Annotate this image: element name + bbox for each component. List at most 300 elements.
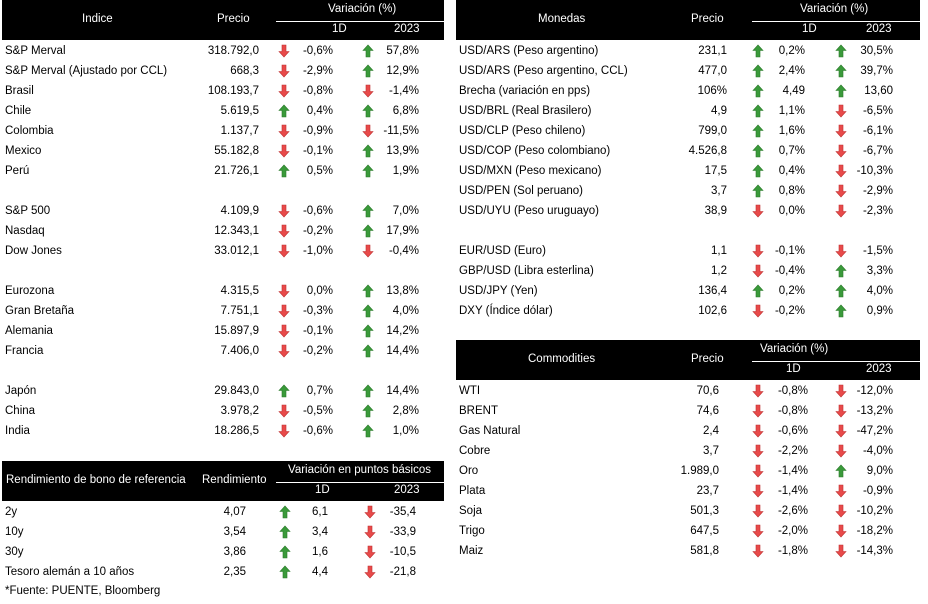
up-arrow-icon xyxy=(279,525,291,539)
table-row xyxy=(456,481,920,501)
row-1d-change: 1,6 xyxy=(312,546,328,558)
row-price: 21.726,1 xyxy=(214,165,259,177)
up-arrow-icon xyxy=(752,184,764,198)
row-2023-change: 13,9% xyxy=(386,145,419,157)
row-2023-change: 13,60 xyxy=(864,85,893,97)
row-price: 2,35 xyxy=(223,566,246,578)
row-price: 108.193,7 xyxy=(207,85,259,97)
up-arrow-icon xyxy=(752,164,764,178)
down-arrow-icon xyxy=(752,424,764,438)
row-name: 2y xyxy=(5,506,18,518)
row-2023-change: -14,3% xyxy=(856,545,893,557)
row-2023-change: 14,4% xyxy=(386,345,419,357)
row-2023-change: 13,8% xyxy=(386,285,419,297)
row-2023-change: 0,9% xyxy=(866,305,893,317)
row-price: 136,4 xyxy=(698,285,727,297)
row-price: 5.619,5 xyxy=(220,105,259,117)
row-1d-change: 0,2% xyxy=(778,45,805,57)
table-row xyxy=(2,341,444,361)
row-price: 33.012,1 xyxy=(214,245,259,257)
table-row xyxy=(2,502,444,522)
row-price: 4.526,8 xyxy=(688,145,727,157)
row-2023-change: -4,0% xyxy=(862,445,893,457)
commodities-header xyxy=(456,340,920,380)
row-1d-change: -0,6% xyxy=(302,45,333,57)
table-row xyxy=(456,541,920,561)
row-price: 4,07 xyxy=(223,506,246,518)
up-arrow-icon xyxy=(362,304,374,318)
down-arrow-icon xyxy=(752,484,764,498)
table-row xyxy=(2,41,444,61)
row-name: S&P Merval (Ajustado por CCL) xyxy=(5,65,168,77)
down-arrow-icon xyxy=(278,204,290,218)
down-arrow-icon xyxy=(835,504,847,518)
down-arrow-icon xyxy=(835,204,847,218)
row-1d-change: 6,1 xyxy=(312,506,328,518)
up-arrow-icon xyxy=(362,44,374,58)
row-1d-change: 0,2% xyxy=(778,285,805,297)
row-2023-change: -1,5% xyxy=(862,245,893,257)
down-arrow-icon xyxy=(835,144,847,158)
up-arrow-icon xyxy=(362,324,374,338)
header-1d: 1D xyxy=(802,23,817,35)
table-row xyxy=(456,41,920,61)
header-name: Commodities xyxy=(528,353,596,365)
row-2023-change: -18,2% xyxy=(856,525,893,537)
row-1d-change: 1,6% xyxy=(778,125,805,137)
down-arrow-icon xyxy=(278,404,290,418)
header-2023: 2023 xyxy=(394,23,420,35)
row-name: Japón xyxy=(5,385,37,397)
row-2023-change: -2,9% xyxy=(862,185,893,197)
row-name: Tesoro alemán a 10 años xyxy=(5,566,135,578)
row-2023-change: -6,1% xyxy=(862,125,893,137)
header-price: Precio xyxy=(691,13,724,25)
header-1d: 1D xyxy=(332,23,347,35)
up-arrow-icon xyxy=(752,284,764,298)
table-row xyxy=(456,421,920,441)
row-2023-change: 39,7% xyxy=(860,65,893,77)
header-2023: 2023 xyxy=(866,23,892,35)
down-arrow-icon xyxy=(364,565,376,579)
row-price: 3,86 xyxy=(223,546,246,558)
row-1d-change: -2,6% xyxy=(777,505,808,517)
up-arrow-icon xyxy=(835,44,847,58)
up-arrow-icon xyxy=(835,304,847,318)
row-1d-change: -0,4% xyxy=(774,265,805,277)
table-row xyxy=(456,501,920,521)
row-price: 668,3 xyxy=(230,65,259,77)
row-1d-change: 2,4% xyxy=(778,65,805,77)
header-separator xyxy=(276,482,444,483)
row-name: S&P Merval xyxy=(5,45,66,57)
row-name: Colombia xyxy=(5,125,54,137)
down-arrow-icon xyxy=(362,124,374,138)
row-price: 3.978,2 xyxy=(220,405,259,417)
row-name: Alemania xyxy=(5,325,53,337)
down-arrow-icon xyxy=(752,404,764,418)
row-1d-change: 0,7% xyxy=(778,145,805,157)
row-name: China xyxy=(5,405,36,417)
row-2023-change: 9,0% xyxy=(866,465,893,477)
row-2023-change: 2,8% xyxy=(392,405,419,417)
row-name: GBP/USD (Libra esterlina) xyxy=(459,265,594,277)
header-name: Indice xyxy=(82,13,113,25)
row-2023-change: 4,0% xyxy=(392,305,419,317)
down-arrow-icon xyxy=(278,244,290,258)
row-1d-change: 0,5% xyxy=(306,165,333,177)
down-arrow-icon xyxy=(835,484,847,498)
row-2023-change: -47,2% xyxy=(856,425,893,437)
down-arrow-icon xyxy=(835,524,847,538)
row-2023-change: 12,9% xyxy=(386,65,419,77)
up-arrow-icon xyxy=(362,144,374,158)
row-price: 477,0 xyxy=(698,65,727,77)
up-arrow-icon xyxy=(835,64,847,78)
down-arrow-icon xyxy=(835,424,847,438)
row-name: Cobre xyxy=(459,445,491,457)
up-arrow-icon xyxy=(362,424,374,438)
up-arrow-icon xyxy=(835,464,847,478)
down-arrow-icon xyxy=(835,444,847,458)
row-1d-change: -2,2% xyxy=(777,445,808,457)
table-row xyxy=(456,281,920,301)
down-arrow-icon xyxy=(835,124,847,138)
down-arrow-icon xyxy=(752,524,764,538)
row-2023-change: -10,5 xyxy=(389,546,416,558)
header-price: Precio xyxy=(217,13,250,25)
table-row xyxy=(2,241,444,261)
header-variation: Variación (%) xyxy=(328,3,397,15)
up-arrow-icon xyxy=(752,104,764,118)
row-name: Soja xyxy=(459,505,483,517)
source-footnote: *Fuente: PUENTE, Bloomberg xyxy=(5,585,161,597)
row-1d-change: -0,8% xyxy=(302,85,333,97)
row-name: USD/PEN (Sol peruano) xyxy=(459,185,583,197)
down-arrow-icon xyxy=(278,44,290,58)
row-2023-change: 4,0% xyxy=(866,285,893,297)
row-1d-change: -1,4% xyxy=(777,465,808,477)
row-1d-change: 3,4 xyxy=(312,526,328,538)
row-2023-change: -6,5% xyxy=(862,105,893,117)
row-2023-change: -33,9 xyxy=(389,526,416,538)
row-price: 7.751,1 xyxy=(220,305,259,317)
row-price: 1,2 xyxy=(711,265,727,277)
row-1d-change: 4,4 xyxy=(312,566,328,578)
row-2023-change: 57,8% xyxy=(386,45,419,57)
table-row xyxy=(456,461,920,481)
up-arrow-icon xyxy=(752,124,764,138)
row-name: USD/JPY (Yen) xyxy=(459,285,538,297)
row-name: EUR/USD (Euro) xyxy=(459,245,546,257)
row-1d-change: -0,3% xyxy=(302,305,333,317)
row-1d-change: -0,8% xyxy=(777,385,808,397)
row-2023-change: 17,9% xyxy=(386,225,419,237)
row-1d-change: -0,1% xyxy=(302,325,333,337)
up-arrow-icon xyxy=(278,384,290,398)
down-arrow-icon xyxy=(835,384,847,398)
table-row xyxy=(2,562,444,582)
row-name: USD/MXN (Peso mexicano) xyxy=(459,165,602,177)
down-arrow-icon xyxy=(835,544,847,558)
up-arrow-icon xyxy=(752,84,764,98)
row-1d-change: -0,2% xyxy=(302,225,333,237)
header-variation: Variación en puntos básicos xyxy=(288,464,431,476)
row-name: Maiz xyxy=(459,545,484,557)
down-arrow-icon xyxy=(364,505,376,519)
row-2023-change: 14,4% xyxy=(386,385,419,397)
row-1d-change: -2,9% xyxy=(302,65,333,77)
row-name: USD/COP (Peso colombiano) xyxy=(459,145,611,157)
row-1d-change: -0,6% xyxy=(302,205,333,217)
down-arrow-icon xyxy=(835,164,847,178)
table-row xyxy=(2,401,444,421)
table-row xyxy=(2,61,444,81)
row-name: Oro xyxy=(459,465,479,477)
row-name: Francia xyxy=(5,345,44,357)
table-row xyxy=(456,161,920,181)
up-arrow-icon xyxy=(362,384,374,398)
table-row xyxy=(456,261,920,281)
down-arrow-icon xyxy=(835,404,847,418)
down-arrow-icon xyxy=(278,224,290,238)
row-2023-change: -13,2% xyxy=(856,405,893,417)
up-arrow-icon xyxy=(752,44,764,58)
row-2023-change: -6,7% xyxy=(862,145,893,157)
down-arrow-icon xyxy=(835,184,847,198)
row-name: Dow Jones xyxy=(5,245,62,257)
row-name: Trigo xyxy=(459,525,485,537)
row-1d-change: 0,7% xyxy=(306,385,333,397)
table-row xyxy=(2,381,444,401)
row-price: 106% xyxy=(697,85,727,97)
down-arrow-icon xyxy=(364,525,376,539)
up-arrow-icon xyxy=(752,144,764,158)
row-1d-change: 1,1% xyxy=(778,105,805,117)
row-name: Chile xyxy=(5,105,32,117)
currencies-header xyxy=(456,0,920,40)
down-arrow-icon xyxy=(752,244,764,258)
row-name: 10y xyxy=(5,526,24,538)
row-price: 4.109,9 xyxy=(220,205,259,217)
row-name: USD/ARS (Peso argentino, CCL) xyxy=(459,65,628,77)
row-price: 15.897,9 xyxy=(214,325,259,337)
row-price: 647,5 xyxy=(690,525,719,537)
row-name: USD/ARS (Peso argentino) xyxy=(459,45,599,57)
header-1d: 1D xyxy=(315,484,330,496)
row-price: 231,1 xyxy=(698,45,727,57)
down-arrow-icon xyxy=(752,504,764,518)
up-arrow-icon xyxy=(752,64,764,78)
row-price: 23,7 xyxy=(696,485,719,497)
up-arrow-icon xyxy=(279,505,291,519)
table-row xyxy=(2,141,444,161)
row-name: Gas Natural xyxy=(459,425,521,437)
up-arrow-icon xyxy=(362,404,374,418)
row-1d-change: -0,1% xyxy=(774,245,805,257)
up-arrow-icon xyxy=(362,344,374,358)
row-name: Mexico xyxy=(5,145,42,157)
bonds-header xyxy=(2,461,444,501)
down-arrow-icon xyxy=(278,324,290,338)
down-arrow-icon xyxy=(278,304,290,318)
header-2023: 2023 xyxy=(394,484,420,496)
row-name: Plata xyxy=(459,485,486,497)
row-price: 1.137,7 xyxy=(220,125,259,137)
down-arrow-icon xyxy=(752,464,764,478)
row-1d-change: -1,0% xyxy=(302,245,333,257)
table-row xyxy=(456,401,920,421)
table-row xyxy=(456,241,920,261)
row-price: 581,8 xyxy=(690,545,719,557)
row-price: 18.286,5 xyxy=(214,425,259,437)
table-row xyxy=(2,161,444,181)
row-name: BRENT xyxy=(459,405,498,417)
table-row xyxy=(2,542,444,562)
row-name: Brecha (variación en pps) xyxy=(459,85,591,97)
header-name: Monedas xyxy=(538,13,586,25)
down-arrow-icon xyxy=(278,344,290,358)
row-2023-change: 3,3% xyxy=(866,265,893,277)
header-separator xyxy=(752,361,920,362)
row-price: 799,0 xyxy=(698,125,727,137)
row-price: 17,5 xyxy=(704,165,727,177)
table-row xyxy=(2,81,444,101)
row-name: USD/BRL (Real Brasilero) xyxy=(459,105,592,117)
down-arrow-icon xyxy=(752,384,764,398)
row-2023-change: -1,4% xyxy=(388,85,419,97)
table-row xyxy=(456,81,920,101)
header-separator xyxy=(276,21,444,22)
row-1d-change: -0,6% xyxy=(302,425,333,437)
table-row xyxy=(2,281,444,301)
row-2023-change: -0,4% xyxy=(388,245,419,257)
down-arrow-icon xyxy=(278,124,290,138)
table-row xyxy=(456,381,920,401)
up-arrow-icon xyxy=(362,204,374,218)
down-arrow-icon xyxy=(362,84,374,98)
row-2023-change: 6,8% xyxy=(392,105,419,117)
up-arrow-icon xyxy=(835,84,847,98)
row-2023-change: -21,8 xyxy=(389,566,416,578)
row-name: S&P 500 xyxy=(5,205,51,217)
up-arrow-icon xyxy=(362,224,374,238)
up-arrow-icon xyxy=(279,545,291,559)
header-1d: 1D xyxy=(786,363,801,375)
up-arrow-icon xyxy=(362,284,374,298)
up-arrow-icon xyxy=(278,164,290,178)
header-name: Rendimiento de bono de referencia xyxy=(6,474,186,486)
table-row xyxy=(2,522,444,542)
down-arrow-icon xyxy=(278,144,290,158)
row-price: 29.843,0 xyxy=(214,385,259,397)
row-price: 70,6 xyxy=(696,385,719,397)
table-row xyxy=(456,181,920,201)
row-1d-change: -1,4% xyxy=(777,485,808,497)
up-arrow-icon xyxy=(362,164,374,178)
table-row xyxy=(456,141,920,161)
row-1d-change: 0,4% xyxy=(306,105,333,117)
down-arrow-icon xyxy=(752,204,764,218)
down-arrow-icon xyxy=(362,244,374,258)
table-row xyxy=(2,101,444,121)
table-row xyxy=(2,421,444,441)
row-2023-change: 7,0% xyxy=(392,205,419,217)
down-arrow-icon xyxy=(752,264,764,278)
row-price: 3,7 xyxy=(711,185,727,197)
up-arrow-icon xyxy=(279,565,291,579)
row-1d-change: 0,4% xyxy=(778,165,805,177)
row-2023-change: 30,5% xyxy=(860,45,893,57)
up-arrow-icon xyxy=(362,64,374,78)
down-arrow-icon xyxy=(835,104,847,118)
row-name: DXY (Índice dólar) xyxy=(459,305,553,317)
row-1d-change: -0,8% xyxy=(777,405,808,417)
down-arrow-icon xyxy=(278,64,290,78)
row-2023-change: -11,5% xyxy=(383,125,419,137)
row-name: Eurozona xyxy=(5,285,55,297)
row-1d-change: -0,1% xyxy=(302,145,333,157)
row-name: USD/UYU (Peso uruguayo) xyxy=(459,205,599,217)
table-row xyxy=(456,61,920,81)
table-row xyxy=(456,521,920,541)
row-2023-change: -10,2% xyxy=(856,505,893,517)
table-row xyxy=(2,221,444,241)
row-1d-change: 4,49 xyxy=(782,85,805,97)
row-price: 3,7 xyxy=(703,445,719,457)
down-arrow-icon xyxy=(278,284,290,298)
row-price: 12.343,1 xyxy=(214,225,259,237)
row-2023-change: -0,9% xyxy=(862,485,893,497)
row-name: Gran Bretaña xyxy=(5,305,75,317)
table-row xyxy=(2,201,444,221)
row-price: 4,9 xyxy=(711,105,727,117)
down-arrow-icon xyxy=(752,304,764,318)
down-arrow-icon xyxy=(364,545,376,559)
header-price: Rendimiento xyxy=(202,474,267,486)
row-1d-change: 0,8% xyxy=(778,185,805,197)
row-price: 55.182,8 xyxy=(214,145,259,157)
up-arrow-icon xyxy=(362,104,374,118)
row-name: Nasdaq xyxy=(5,225,45,237)
row-2023-change: -12,0% xyxy=(856,385,893,397)
row-name: Brasil xyxy=(5,85,34,97)
header-variation: Variación (%) xyxy=(760,343,829,355)
header-2023: 2023 xyxy=(866,363,892,375)
row-2023-change: -35,4 xyxy=(389,506,416,518)
row-2023-change: 1,9% xyxy=(392,165,419,177)
row-1d-change: -0,2% xyxy=(774,305,805,317)
down-arrow-icon xyxy=(835,244,847,258)
row-price: 102,6 xyxy=(698,305,727,317)
row-name: India xyxy=(5,425,30,437)
header-separator xyxy=(752,21,920,22)
up-arrow-icon xyxy=(278,104,290,118)
row-price: 7.406,0 xyxy=(220,345,259,357)
row-name: WTI xyxy=(459,385,481,397)
row-price: 1.989,0 xyxy=(680,465,719,477)
down-arrow-icon xyxy=(278,84,290,98)
row-price: 2,4 xyxy=(703,425,719,437)
up-arrow-icon xyxy=(835,284,847,298)
row-price: 4.315,5 xyxy=(220,285,259,297)
table-row xyxy=(456,441,920,461)
row-price: 74,6 xyxy=(696,405,719,417)
indices-header xyxy=(2,0,444,40)
row-name: Perú xyxy=(5,165,30,177)
table-row xyxy=(456,101,920,121)
up-arrow-icon xyxy=(835,264,847,278)
